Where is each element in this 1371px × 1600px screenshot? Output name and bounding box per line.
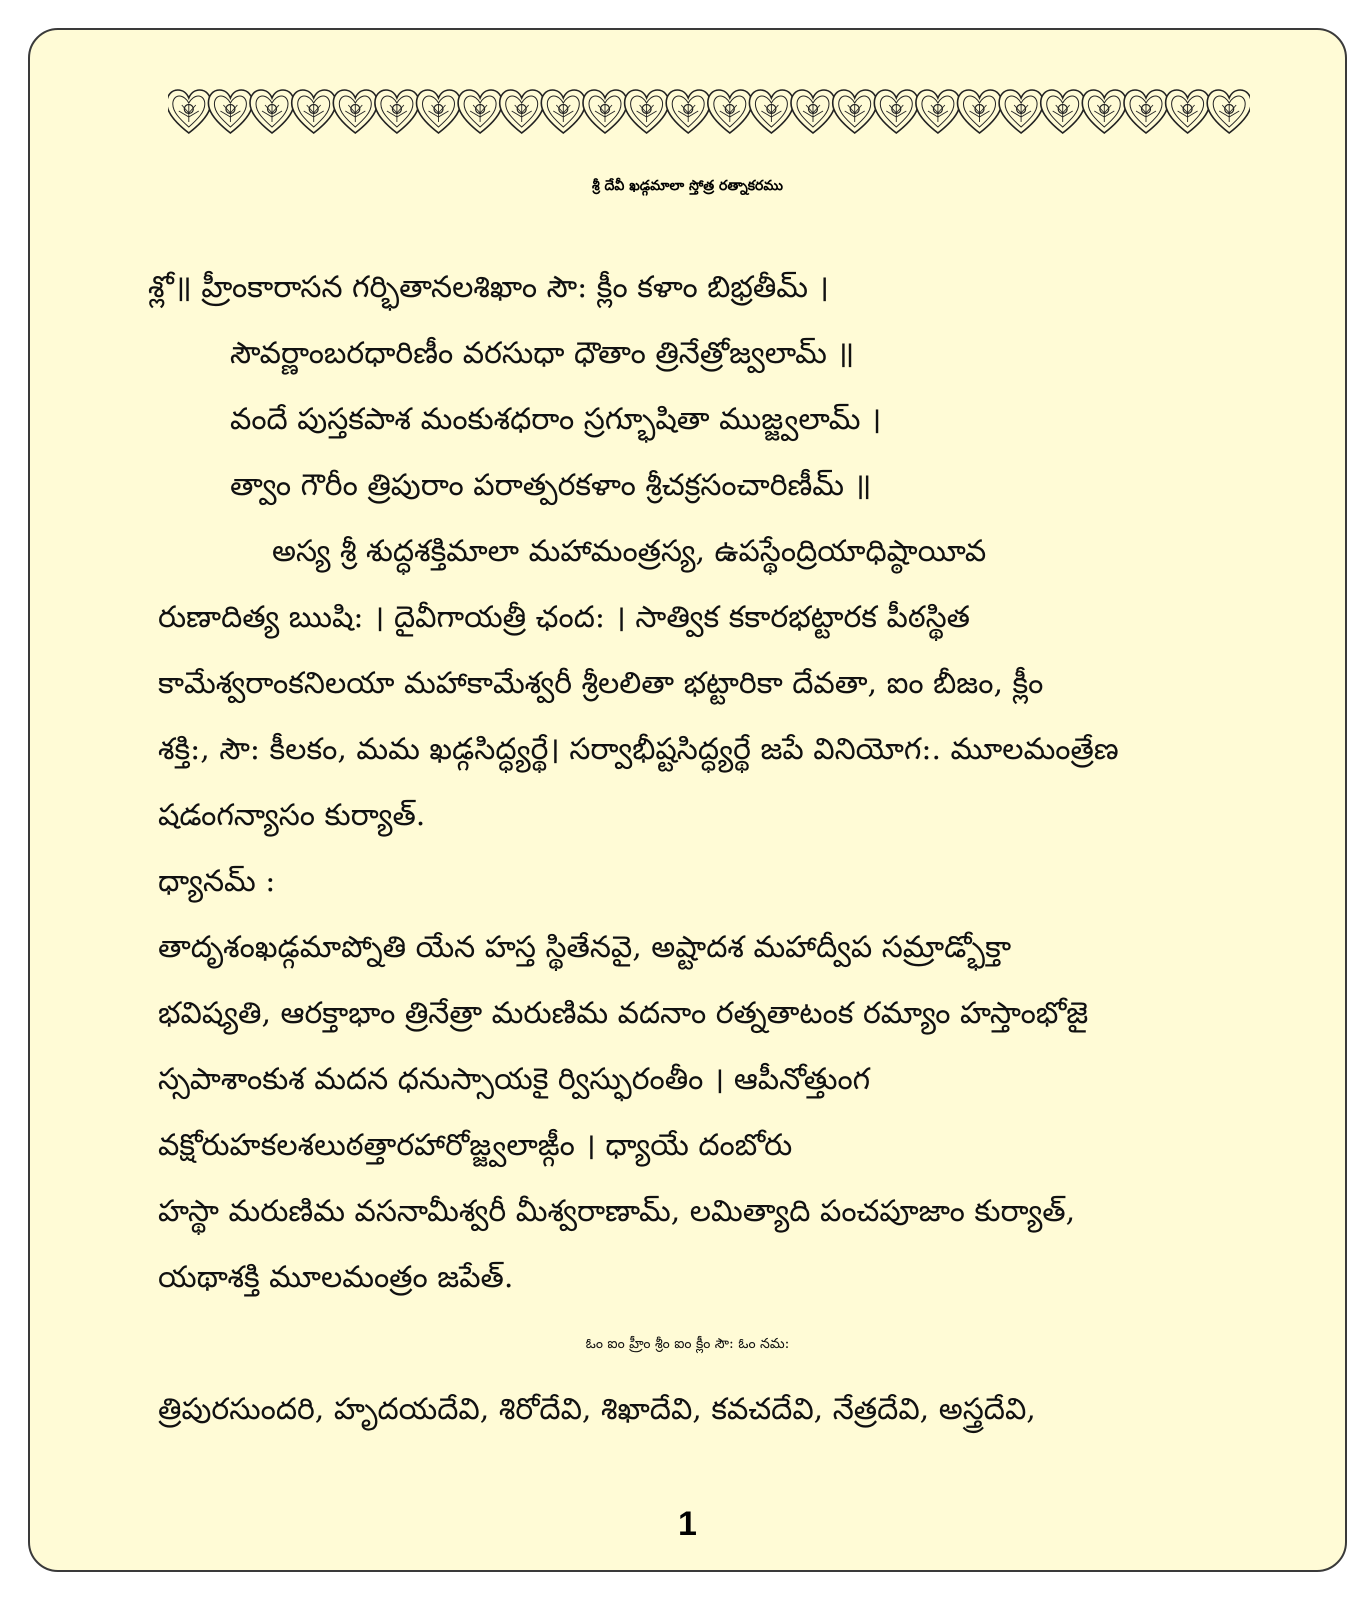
heart-ornament-icon — [1082, 90, 1126, 133]
names-line: త్రిపురసుందరి, హృదయదేవి, శిరోదేవి, శిఖాదేవి, కవచదేవి, నేత్రదేవి, అస్త్రదేవి, — [158, 1392, 1036, 1427]
heart-ornament-icon — [874, 90, 918, 133]
ornamental-heart-border — [168, 88, 1250, 134]
heart-ornament-icon — [625, 90, 669, 133]
page-sheet — [28, 28, 1347, 1572]
heart-ornament-icon — [417, 90, 461, 133]
viniyoga-line-3: కామేశ్వరాంకనిలయా మహాకామేశ్వరీ శ్రీలలితా భట్టారికా దేవతా, ఐం బీజం, క్లీం — [158, 666, 1044, 701]
heart-ornament-icon — [250, 90, 294, 133]
dhyanam-line-3: స్సపాశాంకుశ మదన ధనుస్సాయకై ర్విస్ఫురంతీం । ఆపీనోత్తుంగ — [158, 1062, 871, 1097]
heart-ornament-icon — [958, 90, 1002, 133]
heart-ornament-icon — [375, 90, 419, 133]
viniyoga-line-4: శక్తి:, సౌ: కీలకం, మమ ఖడ్గసిద్ధ్యర్థే। సర్వాభీష్టసిద్ధ్యర్థే జపే వినియోగ:. మూలమంత్రేణ — [158, 732, 1119, 767]
dhyanam-heading: ధ్యానమ్ : — [158, 864, 276, 899]
heart-ornament-icon — [666, 90, 710, 133]
sloka-line-2: సౌవర్ణాంబరధారిణీం వరసుధా ధౌతాం త్రినేత్రోజ్వలామ్ ॥ — [230, 336, 855, 371]
dhyanam-line-4: వక్షోరుహకలశలుఠత్తారహారోజ్జ్వలాఙ్గీం । ధ్యాయే దంబోరు — [158, 1128, 793, 1163]
heart-ornament-icon — [208, 90, 252, 133]
dhyanam-line-5: హస్థా మరుణిమ వసనామీశ్వరీ మీశ్వరాణామ్, లమిత్యాది పంచపూజాం కుర్యాత్, — [158, 1194, 1076, 1229]
heart-ornament-icon — [1207, 90, 1250, 133]
heart-ornament-icon — [833, 90, 877, 133]
dhyanam-line-1: తాదృశంఖడ్గమాప్నోతి యేన హస్త స్థితేనవై, అష్టాదశ మహాద్వీప సమ్రాడ్భోక్తా — [158, 930, 1012, 965]
viniyoga-line-1: అస్య శ్రీ శుద్ధశక్తిమాలా మహామంత్రస్య, ఉపస్థేంద్రియాధిష్ఠాయీవ — [272, 534, 987, 569]
heart-ornament-icon — [791, 90, 835, 133]
sloka-line-3: వందే పుస్తకపాశ మంకుశధరాం స్రగ్భూషితా ముజ్జ్వలామ్ । — [230, 402, 882, 437]
sloka-line-4: త్వాం గౌరీం త్రిపురాం పరాత్పరకళాం శ్రీచక్రసంచారిణీమ్ ॥ — [230, 468, 872, 503]
viniyoga-line-2: రుణాదిత్య ఋషి: । దైవీగాయత్రీ ఛంద: । సాత్విక కకారభట్టారక పీఠస్థిత — [158, 600, 971, 635]
heart-ornament-icon — [999, 90, 1043, 133]
dhyanam-line-2: భవిష్యతి, ఆరక్తాభాం త్రినేత్రా మరుణిమ వదనాం రత్నతాటంక రమ్యాం హస్తాంభోజై — [158, 996, 1089, 1031]
page-number: 1 — [678, 1505, 697, 1543]
heart-ornament-icon — [1124, 90, 1168, 133]
heart-ornament-icon — [749, 90, 793, 133]
heart-ornament-icon — [1166, 90, 1210, 133]
viniyoga-line-5: షడంగన్యాసం కుర్యాత్. — [158, 798, 426, 833]
heart-ornament-icon — [541, 90, 585, 133]
heart-ornament-icon — [292, 90, 336, 133]
sloka-line-1: శ్లో॥ హ్రీంకారాసన గర్భితానలశిఖాం సౌ: క్లీం కళాం బిభ్రతీమ్ । — [148, 270, 829, 305]
heart-ornament-icon — [583, 90, 627, 133]
heart-ornament-icon — [458, 90, 502, 133]
page-title: శ్రీ దేవీ ఖడ్గమాలా స్తోత్ర రత్నాకరము — [591, 178, 784, 194]
heart-ornament-icon — [333, 90, 377, 133]
mantra-line: ఓం ఐం హ్రీం శ్రీం ఐం క్లీం సౌ: ఓం నమ: — [585, 1336, 790, 1352]
heart-ornament-icon — [500, 90, 544, 133]
heart-ornament-icon — [1041, 90, 1085, 133]
heart-ornament-icon — [916, 90, 960, 133]
heart-ornament-icon — [708, 90, 752, 133]
heart-ornament-icon — [168, 90, 211, 133]
dhyanam-line-6: యథాశక్తి మూలమంత్రం జపేత్. — [158, 1260, 514, 1295]
